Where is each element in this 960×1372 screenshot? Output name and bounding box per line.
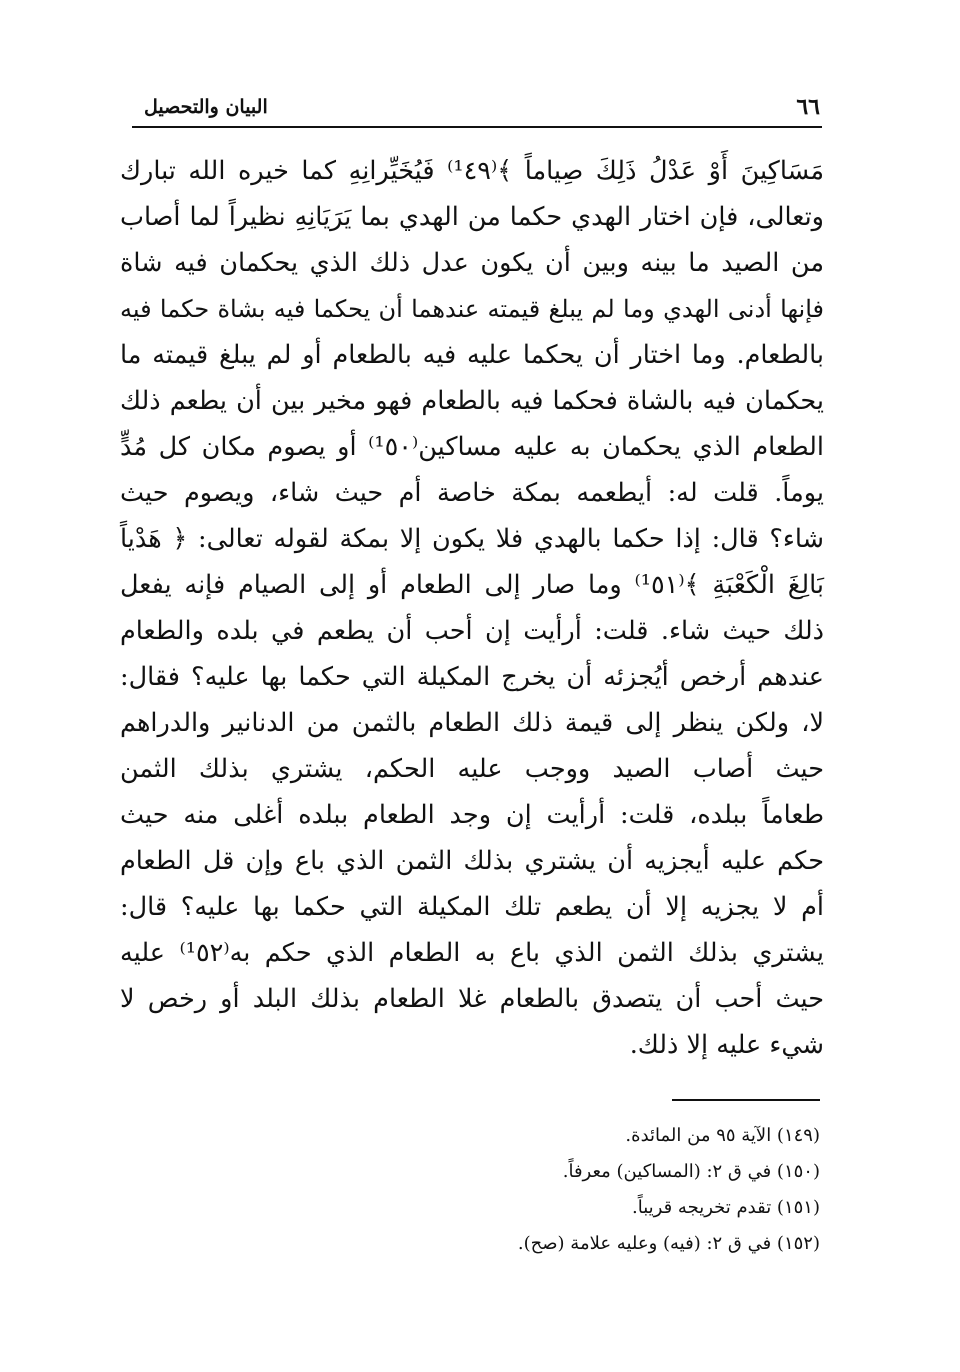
text-line: حكم عليه أيجزيه أن يشتري بذلك الثمن الذي باع وإن قل الطعام (120, 846, 824, 876)
footnote-149: (١٤٩) الآية ٩٥ من المائدة. (625, 1125, 820, 1146)
text-line: وتعالى، فإن اختار الهدي حكما من الهدي بما يَرَيَانِهِ نظيراً لما أصاب (120, 202, 824, 232)
footnotes (300, 1118, 820, 1262)
text-line: يحكمان فيه بالشاة فحكما فيه بالطعام فهو مخير بين أن يطعم ذلك (120, 386, 824, 416)
text-line: مَسَاكِينَ أَوْ عَدْلُ ذَلِكَ صِياماً ﴾⁽¹٤٩⁾ فَيُخَيِّرانِهِ كما خيره الله تبارك (120, 156, 824, 186)
text-line: أم لا يجزيه إلا أن يطعم تلك المكيلة التي حكما بها عليه؟ قال: (120, 892, 824, 922)
text-line: بالطعام. وما اختار أن يحكما عليه فيه بالطعام أو لم يبلغ قيمته ما (120, 340, 824, 370)
running-head (132, 92, 822, 128)
text-line: ذلك حيث شاء. قلت: أرأيت إن أحب أن يطعم في بلده والطعام (120, 616, 824, 646)
text-line: الطعام الذي يحكمان به عليه مساكين⁽¹٥٠⁾ أو يصوم مكان كل مُدٍّ (120, 432, 824, 462)
text-line: شيء عليه إلا ذلك. (629, 1030, 824, 1060)
footnote-separator (672, 1099, 820, 1101)
text-line: حيث أحب أن يتصدق بالطعام غلا الطعام بذلك البلد أو رخص لا (120, 984, 824, 1014)
footnote-150: (١٥٠) في ق ٢: (المساكين) معرفاً. (562, 1161, 820, 1182)
footnote-151: (١٥١) تقدم تخريجه قريباً. (632, 1197, 820, 1218)
footnote-152: (١٥٢) في ق ٢: (فيه) وعليه علامة (صح). (517, 1233, 820, 1254)
text-line: فإنها أدنى الهدي وما لم يبلغ قيمته عندهما أن يحكما فيه بشاة حكما فيه (120, 295, 824, 323)
text-line: يشتري بذلك الثمن الذي باع به الطعام الذي حكم به⁽¹٥٢⁾ عليه (120, 938, 824, 968)
page-number: ٦٦ (796, 94, 820, 120)
text-line: عندهم أرخص أيُجزئه أن يخرج المكيلة التي حكما بها عليه؟ فقال: (120, 662, 824, 692)
text-line: من الصيد ما بينه وبين أن يكون عدل ذلك الذي يحكمان فيه شاة (120, 248, 824, 278)
text-line: بَالِغَ الْكَعْبَةِ ﴾⁽¹٥١⁾ وما صار إلى الطعام أو إلى الصيام فإنه يفعل (120, 570, 824, 600)
text-line: شاء؟ قال: إذا حكما بالهدي فلا يكون إلا بمكة لقوله تعالى: ﴿ هَدْياً (120, 524, 824, 554)
text-line: لا، ولكن ينظر إلى قيمة ذلك الطعام بالثمن من الدنانير والدراهم (120, 708, 824, 738)
book-title: البيان والتحصيل (144, 96, 268, 118)
text-line: حيث أصاب الصيد ووجب عليه الحكم، يشتري بذلك الثمن (120, 754, 824, 784)
main-text (120, 148, 824, 1068)
text-line: طعاماً ببلده، قلت: أرأيت إن وجد الطعام ببلده أغلى منه حيث (120, 800, 824, 830)
text-line: يوماً. قلت له: أيطعمه بمكة خاصة أم حيث شاء، ويصوم حيث (120, 478, 824, 508)
